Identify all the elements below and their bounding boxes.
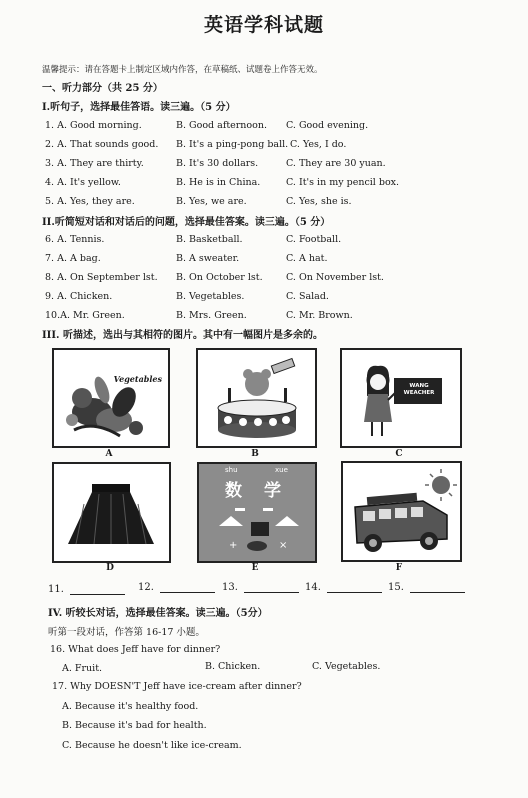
picture-label: E [251, 563, 259, 573]
bus-illustration [343, 463, 460, 560]
picture-d-skirt [52, 462, 171, 563]
math-title: 数 学 [225, 481, 289, 501]
section3-heading: III. 听描述，选出与其相符的图片。其中有一幅图片是多余的。 [42, 330, 323, 341]
option-c: C. Good evening. [286, 120, 369, 131]
blank-number: 15. [388, 582, 404, 593]
option-b: B. Mrs. Green. [176, 310, 247, 321]
option-a: 5. A. Yes, they are. [45, 196, 135, 207]
option-a: A. Fruit. [62, 663, 103, 674]
option-a: 8. A. On September lst. [45, 272, 158, 283]
picture-label: F [395, 563, 403, 573]
page-title: 英语学科试题 [203, 14, 324, 36]
pinyin-shu: shu [225, 466, 238, 474]
answer-blank-13[interactable] [222, 582, 299, 593]
option-b: B. Basketball. [176, 234, 243, 245]
vegetables-caption: Vegetables [113, 374, 162, 384]
option-a: 10.A. Mr. Green. [45, 310, 125, 321]
question-17-stem: 17. Why DOESN'T Jeff have ice-cream after dinner? [52, 681, 302, 692]
option-c: C. On November lst. [286, 272, 384, 283]
option-b: B. Chicken. [205, 661, 261, 672]
picture-e-math-book [197, 462, 317, 563]
teacher-illustration [342, 350, 460, 446]
section1-heading: I.听句子，选择最佳答语。读三遍。（5 分） [42, 102, 236, 113]
cake-illustration [198, 350, 315, 446]
picture-b-cake [196, 348, 317, 448]
option-a: 2. A. That sounds good. [45, 139, 159, 150]
option-c: C. Yes, she is. [286, 196, 352, 207]
section4-heading: IV. 听较长对话，选择最佳答案。读三遍。（5分） [48, 608, 268, 619]
section2-heading: II.听简短对话和对话后的问题，选择最佳答案。读三遍。（5 分） [42, 217, 331, 228]
answer-blank-14[interactable] [305, 582, 382, 593]
option-b: B. A sweater. [176, 253, 240, 264]
picture-label: C [395, 449, 403, 459]
svg-text:×: × [279, 540, 288, 551]
option-a: 9. A. Chicken. [45, 291, 113, 302]
option-c: C. Salad. [286, 291, 329, 302]
option-a: 7. A. A bag. [45, 253, 101, 264]
option-a: 3. A. They are thirty. [45, 158, 144, 169]
answer-blank-11[interactable] [48, 584, 125, 595]
blank-number: 14. [305, 582, 321, 593]
option-a: 6. A. Tennis. [45, 234, 105, 245]
option-a: 4. A. It's yellow. [45, 177, 121, 188]
blank-number: 13. [222, 582, 238, 593]
pinyin-xue: xue [275, 466, 288, 474]
option-c: C. Mr. Brown. [286, 310, 353, 321]
option-c: C. Yes, I do. [290, 139, 347, 150]
option-c: C. They are 30 yuan. [286, 158, 386, 169]
blank-number: 11. [48, 584, 64, 595]
answer-blank-12[interactable] [138, 582, 215, 593]
board-text: WANG WEACHER [403, 383, 435, 396]
picture-f-bus [341, 461, 462, 562]
picture-c-teacher [340, 348, 462, 448]
blank-number: 12. [138, 582, 154, 593]
picture-label: A [105, 449, 113, 459]
option-b: B. Vegetables. [176, 291, 245, 302]
option-c: C. It's in my pencil box. [286, 177, 400, 188]
option-b: B. Because it's bad for health. [62, 720, 207, 731]
picture-a-vegetables [52, 348, 170, 448]
svg-text:+: + [229, 540, 238, 551]
option-a: 1. A. Good morning. [45, 120, 142, 131]
option-c: C. Vegetables. [312, 661, 381, 672]
section4-intro: 听第一段对话，作答第 16-17 小题。 [48, 627, 205, 638]
option-c: C. Football. [286, 234, 342, 245]
option-b: B. He is in China. [176, 177, 261, 188]
option-b: B. On October lst. [176, 272, 263, 283]
picture-label: D [106, 563, 114, 573]
question-16-stem: 16. What does Jeff have for dinner? [50, 644, 221, 655]
option-b: B. Good afternoon. [176, 120, 268, 131]
answer-blank-15[interactable] [388, 582, 465, 593]
skirt-illustration [54, 464, 169, 561]
option-c: C. Because he doesn't like ice-cream. [62, 740, 242, 751]
picture-label: B [251, 449, 259, 459]
notice-text: 温馨提示：请在答题卡上制定区域内作答，在草稿纸、试题卷上作答无效。 [42, 65, 323, 75]
option-c: C. A hat. [286, 253, 328, 264]
option-b: B. It's a ping-pong ball. [176, 139, 289, 150]
vegetables-illustration [54, 350, 168, 446]
part1-heading: 一、听力部分（共 25 分） [42, 83, 163, 94]
option-b: B. It's 30 dollars. [176, 158, 259, 169]
option-b: B. Yes, we are. [176, 196, 247, 207]
option-a: A. Because it's healthy food. [62, 701, 199, 712]
